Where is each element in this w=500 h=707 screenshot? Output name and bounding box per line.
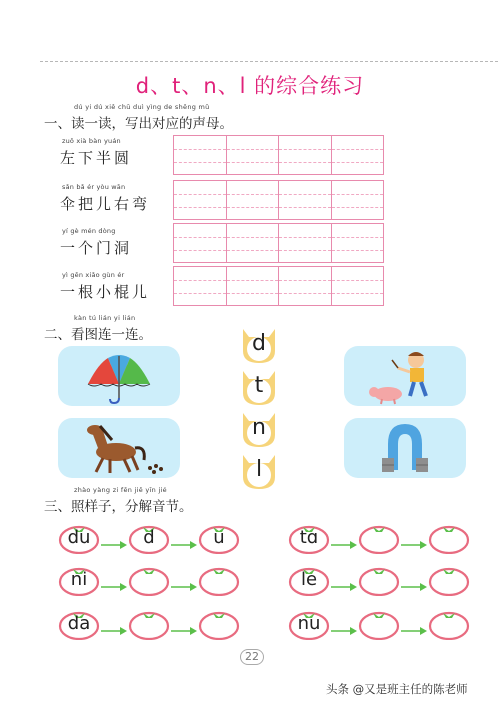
tomato-icon — [358, 522, 400, 554]
picture-umbrella[interactable] — [58, 346, 180, 406]
horse-icon — [58, 418, 180, 478]
section2-label: 二、看图连一连。 — [44, 327, 152, 343]
tomato-final-section3.left-rows-0[interactable] — [198, 522, 240, 554]
syllable-text: da — [67, 613, 91, 634]
syllable-text: tɑ — [299, 527, 319, 548]
initial-text: d — [143, 527, 155, 548]
arrow-right-icon — [101, 535, 127, 545]
watermark: 头条 @又是班主任的陈老师 — [326, 682, 468, 696]
picture-horse[interactable] — [58, 418, 180, 478]
tomato-initial-section3.left-rows-1[interactable] — [128, 564, 170, 596]
word-1-pinyin: zuǒ xià bàn yuán — [62, 137, 121, 145]
final-text: u — [213, 527, 225, 548]
arrow-right-icon — [101, 621, 127, 631]
syllable-text: du — [67, 527, 91, 548]
picture-boy-with-pig[interactable] — [344, 346, 466, 406]
word-3 — [60, 227, 160, 258]
word-4-pinyin: yì gēn xiǎo gùn ér — [62, 271, 125, 279]
page-number: 22 — [240, 649, 264, 665]
tomato-initial-section3.right-rows-1[interactable] — [358, 564, 400, 596]
cat-letter-d[interactable] — [237, 325, 281, 365]
arrow-right-icon — [331, 535, 357, 545]
arrow-right-icon — [331, 621, 357, 631]
tomato-syllable-section3.right-rows-2 — [288, 608, 330, 640]
writing-grid-4[interactable] — [173, 266, 384, 306]
arrow-right-icon — [101, 577, 127, 587]
tomato-syllable-section3.left-rows-0 — [58, 522, 100, 554]
boy-pig-icon — [344, 346, 466, 406]
tomato-final-section3.left-rows-2[interactable] — [198, 608, 240, 640]
arrow-right-icon — [171, 577, 197, 587]
tomato-syllable-section3.right-rows-1 — [288, 564, 330, 596]
letter-n: n — [252, 415, 266, 440]
tomato-icon — [128, 564, 170, 596]
arrow-right-icon — [401, 577, 427, 587]
tomato-icon — [428, 608, 470, 640]
tomato-initial-section3.right-rows-2[interactable] — [358, 608, 400, 640]
tomato-syllable-section3.left-rows-2 — [58, 608, 100, 640]
letter-l: l — [255, 457, 263, 482]
tomato-icon — [428, 564, 470, 596]
tomato-initial-section3.right-rows-0[interactable] — [358, 522, 400, 554]
picture-magnet-door[interactable] — [344, 418, 466, 478]
section2-heading — [44, 314, 152, 343]
word-2-hanzi: 伞把儿右弯 — [60, 195, 151, 213]
tomato-icon — [428, 522, 470, 554]
magnet-door-icon — [344, 418, 466, 478]
arrow-right-icon — [171, 621, 197, 631]
arrow-right-icon — [401, 621, 427, 631]
syllable-text: le — [300, 569, 318, 590]
word-2-pinyin: sǎn bǎ ér yòu wān — [62, 183, 126, 191]
arrow-right-icon — [171, 535, 197, 545]
word-1-hanzi: 左下半圆 — [60, 149, 133, 167]
tomato-icon — [128, 608, 170, 640]
arrow-right-icon — [401, 535, 427, 545]
tomato-icon — [358, 564, 400, 596]
section3-heading — [44, 486, 193, 515]
letter-t: t — [254, 373, 264, 398]
arrow-right-icon — [331, 577, 357, 587]
section3-label: 三、照样子，分解音节。 — [44, 499, 193, 515]
tomato-final-section3.right-rows-2[interactable] — [428, 608, 470, 640]
syllable-text: nu — [297, 613, 321, 634]
section1-pinyin: dú yi dú xiě chū duì yìng de shēng mǔ — [74, 103, 210, 111]
tomato-initial-section3.left-rows-2[interactable] — [128, 608, 170, 640]
tomato-syllable-section3.left-rows-1 — [58, 564, 100, 596]
tomato-final-section3.right-rows-0[interactable] — [428, 522, 470, 554]
tomato-icon — [198, 564, 240, 596]
writing-grid-1[interactable] — [173, 135, 384, 175]
word-4-hanzi: 一根小棍儿 — [60, 283, 151, 301]
writing-grid-3[interactable] — [173, 223, 384, 263]
section3-pinyin: zhào yàng zi fēn jiě yīn jié — [74, 486, 167, 494]
word-3-hanzi: 一个门洞 — [60, 239, 133, 257]
word-3-pinyin: yí gè mén dòng — [62, 227, 116, 235]
tomato-final-section3.left-rows-1[interactable] — [198, 564, 240, 596]
letter-d: d — [252, 331, 266, 356]
word-2 — [60, 183, 160, 214]
section2-pinyin: kàn tú lián yi lián — [74, 314, 136, 322]
cat-letter-l[interactable] — [237, 451, 281, 491]
writing-grid-2[interactable] — [173, 180, 384, 220]
cat-letter-t[interactable] — [237, 367, 281, 407]
syllable-text: ni — [70, 569, 88, 590]
section1-heading — [44, 103, 233, 132]
tomato-icon — [198, 608, 240, 640]
tomato-icon — [358, 608, 400, 640]
tomato-initial-section3.left-rows-0[interactable] — [128, 522, 170, 554]
page-title: d、t、n、l 的综合练习 — [135, 74, 365, 98]
cat-letter-n[interactable] — [237, 409, 281, 449]
section1-label: 一、读一读，写出对应的声母。 — [44, 116, 233, 132]
umbrella-icon — [58, 346, 180, 406]
tomato-syllable-section3.right-rows-0 — [288, 522, 330, 554]
word-1 — [60, 137, 160, 168]
top-dashed-divider — [40, 61, 498, 62]
word-4 — [60, 271, 160, 302]
tomato-final-section3.right-rows-1[interactable] — [428, 564, 470, 596]
